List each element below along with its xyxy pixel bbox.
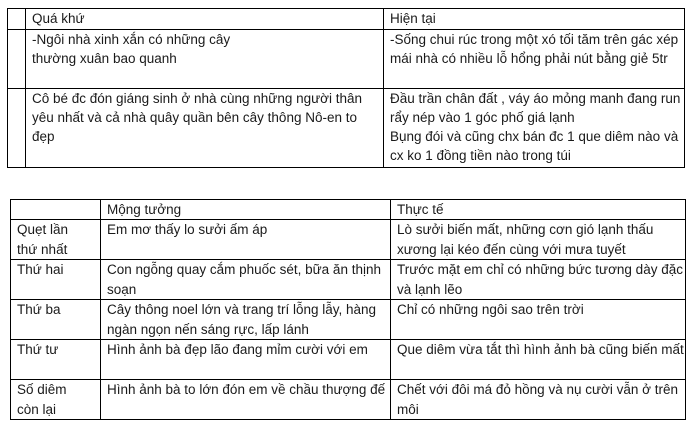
dream-cell: Cây thông noel lớn và trang trí lỗng lẫy, hàng ngàn ngọn nến sáng rực, lấp lánh [101, 300, 391, 340]
past-text: -Ngôi nhà xinh xắn có những cây thường xuân bao quanh [32, 32, 231, 66]
reality-cell: Lò sưởi biến mất, những cơn gió lạnh thấu xương lại kéo đến cùng với mưa tuyết [391, 220, 686, 260]
past-present-table [7, 8, 685, 168]
present-text: -Sống chui rúc trong một xó tối tăm trên gác xép mái nhà có nhiều lỗ hổng phải nút bằng giẻ 5tr [390, 32, 679, 66]
header-past: Quá khứ [26, 9, 384, 30]
table-row [11, 260, 686, 300]
row-label: Quẹt lần thứ nhất [11, 220, 101, 260]
table-row [8, 30, 685, 89]
table-row [11, 380, 686, 420]
reality-cell: Que diêm vừa tắt thì hình ảnh bà cũng biến mất [391, 340, 686, 380]
present-text-line2: Bụng đói và cũng chx bán đc 1 que diêm nào và cx ko 1 đồng tiền nào trong túi [390, 129, 679, 163]
present-cell [384, 89, 685, 168]
table-row [11, 220, 686, 260]
header-label-cell [11, 200, 101, 220]
reality-cell: Chết với đôi má đỏ hồng và nụ cười vẫn ở trên môi [391, 380, 686, 420]
present-cell [384, 30, 685, 89]
dream-cell: Hình ảnh bà đẹp lão đang mỉm cười với em [101, 340, 391, 380]
row-label: Số diêm còn lại [11, 380, 101, 420]
header-reality: Thực tế [391, 200, 686, 220]
table-row [11, 300, 686, 340]
table-row [8, 89, 685, 168]
table-row [11, 340, 686, 380]
table-header-row [11, 200, 686, 220]
row-label: Thứ ba [11, 300, 101, 340]
header-dream: Mộng tưởng [101, 200, 391, 220]
header-present: Hiện tại [384, 9, 685, 30]
past-text: Cô bé đc đón giáng sinh ở nhà cùng những người thân yêu nhất và cả nhà quây quần bên cây thông Nô-en to đẹp [32, 91, 363, 144]
row-blank-cell [8, 89, 26, 168]
reality-cell: Trước mặt em chỉ có những bức tương dày đặc và lạnh lẽo [391, 260, 686, 300]
dream-cell: Con ngỗng quay cắm phuốc sét, bữa ăn thịnh soạn [101, 260, 391, 300]
row-label: Thứ tư [11, 340, 101, 380]
dream-reality-table [10, 199, 686, 420]
past-cell [26, 30, 384, 89]
table-header-row [8, 9, 685, 30]
header-blank-cell [8, 9, 26, 30]
past-cell [26, 89, 384, 168]
dream-cell: Em mơ thấy lo sưởi ấm áp [101, 220, 391, 260]
row-blank-cell [8, 30, 26, 89]
row-label: Thứ hai [11, 260, 101, 300]
present-text-line1: Đầu trần chân đất , váy áo mỏng manh đang run rẩy nép vào 1 góc phố giá lạnh [390, 91, 681, 125]
reality-cell: Chỉ có những ngôi sao trên trời [391, 300, 686, 340]
dream-cell: Hình ảnh bà to lớn đón em về chầu thượng đế [101, 380, 391, 420]
